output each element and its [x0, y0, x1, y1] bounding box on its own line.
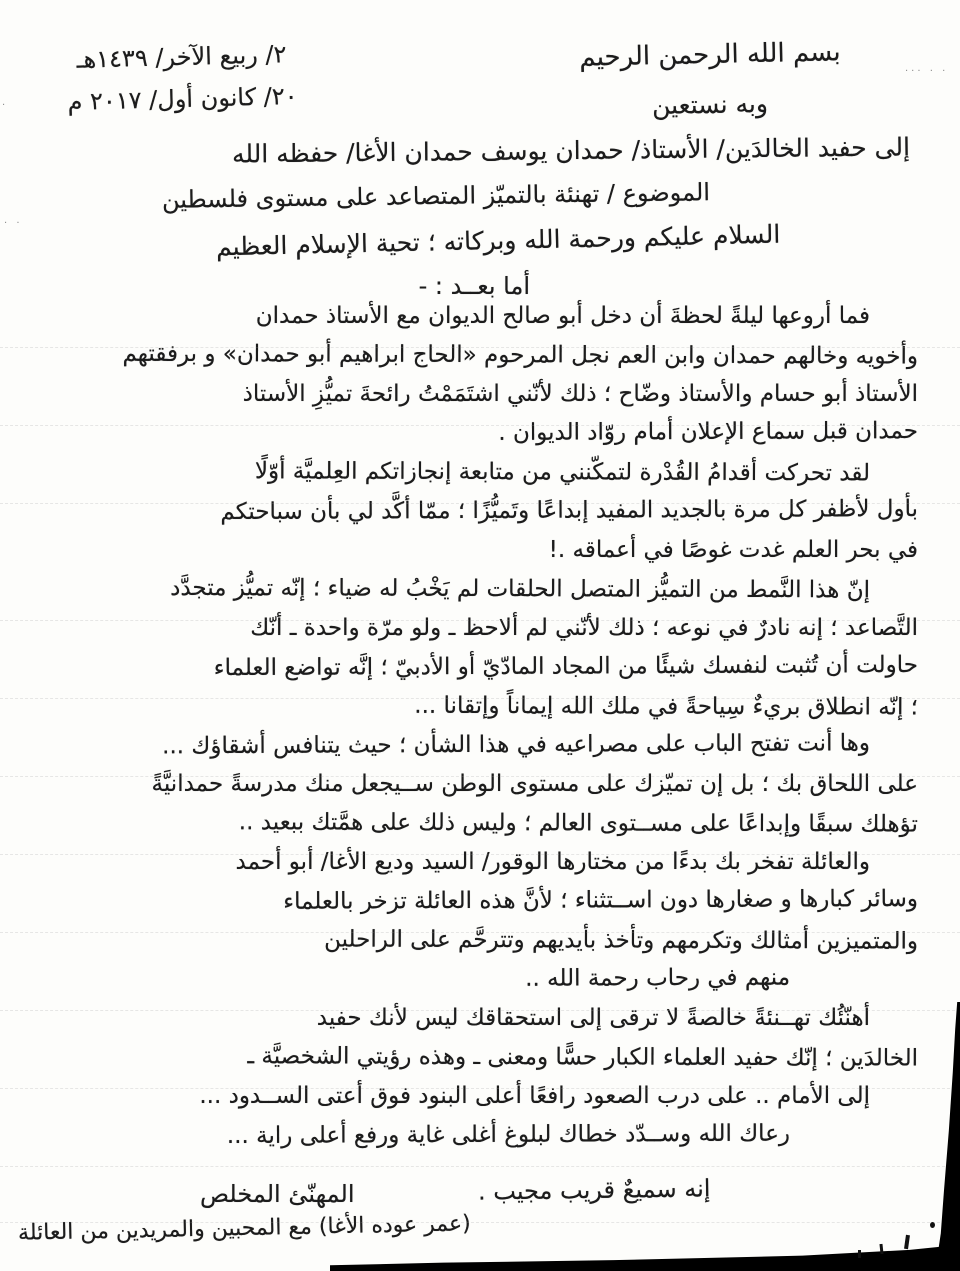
hijri-date: ٢/ ربيع الآخر/ ١٤٣٩هـ	[76, 40, 287, 74]
body-line: إنّ هذا النَّمط من التميُّز المتصل الحلقات لم يَخْبُ له ضياء ؛ إنّه تميُّز متجدَّد	[170, 574, 871, 604]
scan-edge-artifact-right	[920, 1002, 960, 1271]
body-line: حمدان قبل سماع الإعلان أمام روّاد الديوان .	[498, 418, 919, 446]
body-line: أهنّئُك تهــنئةً خالصةً لا ترقى إلى استحقاقك ليس لأنك حفيد	[316, 1005, 870, 1031]
body-line: رعاك الله وســدّد خطاك لبلوغ أغلى غاية ورفع أعلى راية ...	[226, 1120, 791, 1150]
body-line: تؤهلك سبقًا وإبداعًا على مســتوى العالم ؛ وليس ذلك على همَّتك ببعيد ..	[238, 809, 919, 838]
body-line: والعائلة تفخر بك بدءًا من مختارها الوقور/ السيد وديع الأغا/ أبو أحمد	[235, 849, 870, 875]
scan-speck	[879, 1244, 883, 1254]
scan-speck	[904, 1235, 910, 1249]
closing-invocation: إنه سميعٌ قريب مجيب .	[477, 1174, 711, 1206]
ruled-line-artifact	[0, 1166, 960, 1167]
body-line: الخالدَين ؛ إنّك حفيد العلماء الكبار حسًّا ومعنى ـ وهذه رؤيتي الشخصيَّة ـ	[247, 1043, 919, 1072]
body-line: فما أروعها ليلةً لحظةَ أن دخل أبو صالح الديوان مع الأستاذ حمدان	[255, 303, 870, 329]
body-line: بأول لأظفر كل مرة بالجديد المفيد إبداعًا وتَميُّزًا ؛ ممّا أكَّد لي بأن سباحتكم	[220, 496, 919, 526]
body-line: وها أنت تفتح الباب على مصراعيه في هذا الشأن ؛ حيث يتنافس أشقاؤك ...	[162, 730, 871, 760]
body-line: التَّصاعد ؛ إنه نادرٌ في نوعه ؛ ذلك لأنّني لم ألاحظ ـ ولو مرّة واحدة ـ أنّك	[250, 615, 918, 641]
scan-edge-artifact-bottom	[330, 1239, 960, 1271]
closing-signoff: المهنّئ المخلص	[200, 1180, 355, 1208]
scan-dots: · · ···	[905, 66, 949, 77]
addressee-line: إلى حفيد الخالدَين/ الأستاذ/ حمدان يوسف حمدان الأغا/ حفظه الله	[231, 132, 911, 169]
body-line: وأخويه وخالهم حمدان وابن العم نجل المرحوم «الحاج ابراهيم أبو حمدان» و برفقتهم	[122, 340, 919, 370]
subject-line: الموضوع / تهنئة بالتميّز المتصاعد على مستوى فلسطين	[161, 178, 711, 214]
body-line: ؛ إنّه انطلاق بريءٌ سِياحةً في ملك الله إيماناً وإتقانا ...	[414, 692, 919, 721]
body-line: وسائر كبارها و صغارها دون اســتثناء ؛ لأنَّ هذه العائلة تزخر بالعلماء	[283, 886, 919, 915]
basmala-line: بسم الله الرحمن الرحيم	[579, 37, 841, 73]
scan-speck	[930, 1222, 935, 1228]
body-line: إلى الأمام .. على درب الصعود رافعًا أعلى البنود فوق أعتى الســدود ...	[199, 1083, 870, 1109]
scan-speck	[858, 1250, 861, 1258]
date-block	[21, 32, 343, 124]
body-line: الأستاذ أبو حسام والأستاذ وضّاح ؛ ذلك لأنّني اشتَمَمْتُ رائحةَ تميُّزِ الأستاذ	[242, 381, 918, 407]
signature-line: (عمر عوده الأغا) مع المحبين والمريدين من العائلة	[17, 1211, 471, 1246]
scan-dots: · ·	[4, 218, 23, 229]
scan-dots: ·	[2, 100, 9, 111]
body-line: على اللحاق بك ؛ بل إن تميّزك على مستوى الوطن ســيجعل منك مدرسةً حمدانيَّةً	[151, 771, 918, 797]
body-line: في بحر العلم غدت غوصًا في أعماقه .!	[548, 537, 918, 563]
amma-baad-line: أما بعــد : -	[418, 272, 530, 300]
body-line: منهم في رحاب رحمة الله ..	[525, 964, 791, 992]
salutation-line: السلام عليكم ورحمة الله وبركاته ؛ تحية الإسلام العظيم	[215, 219, 781, 262]
gregorian-date: ٢٠/ كانون أول/ ٢٠١٧ م	[67, 81, 298, 116]
letter-body	[20, 297, 918, 1155]
invocation-line: وبه نستعين	[651, 88, 769, 121]
body-line: والمتميزين أمثالك وتكرمهم وتأخذ بأيديهم وتترحَّم على الراحلين	[324, 926, 919, 955]
body-line: لقد تحركت أقدامُ القُدْرة لتمكّنني من متابعة إنجازاتكم العِلميَّة أوّلًا	[254, 458, 871, 487]
body-line: حاولت أن تُثبت لنفسك شيئًا من المجاد المادّيّ أو الأدبيّ ؛ إنَّه تواضع العلماء	[213, 652, 919, 682]
